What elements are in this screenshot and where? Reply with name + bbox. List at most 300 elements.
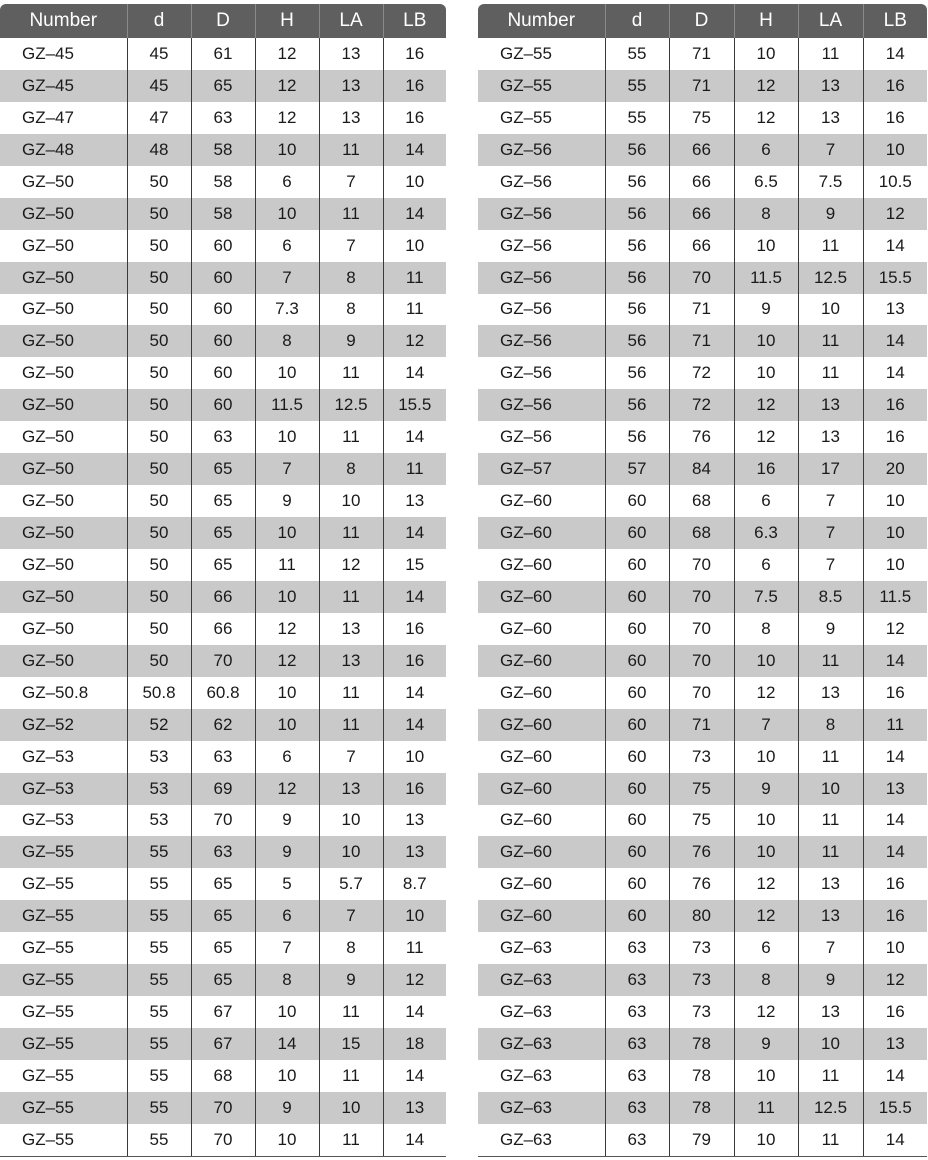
cell-d: 56 <box>605 198 669 230</box>
cell-number: GZ–50 <box>0 581 127 613</box>
cell-la: 7 <box>798 549 863 581</box>
cell-d: 55 <box>127 964 191 996</box>
cell-la: 9 <box>798 613 863 645</box>
cell-h: 12 <box>255 70 319 102</box>
cell-d-outer: 70 <box>191 805 255 837</box>
cell-la: 13 <box>798 996 863 1028</box>
cell-d-outer: 78 <box>669 1060 734 1092</box>
table-row <box>478 932 927 964</box>
table-row <box>478 677 927 709</box>
cell-lb: 10 <box>383 166 446 198</box>
cell-number: GZ–45 <box>0 38 127 70</box>
table-row <box>478 1092 927 1124</box>
cell-h: 9 <box>255 836 319 868</box>
cell-d-outer: 71 <box>669 294 734 326</box>
cell-lb: 14 <box>383 198 446 230</box>
cell-d-outer: 60 <box>191 294 255 326</box>
cell-d-outer: 68 <box>191 1060 255 1092</box>
cell-d: 60 <box>605 836 669 868</box>
cell-h: 12 <box>734 421 798 453</box>
cell-d: 55 <box>127 900 191 932</box>
table-row <box>0 1060 446 1092</box>
table-row <box>0 1092 446 1124</box>
table-row <box>478 1060 927 1092</box>
cell-number: GZ–60 <box>478 805 605 837</box>
cell-la: 10 <box>798 294 863 326</box>
cell-d-outer: 72 <box>669 357 734 389</box>
table-row <box>478 900 927 932</box>
cell-d: 63 <box>605 1092 669 1124</box>
table-row <box>478 805 927 837</box>
cell-h: 12 <box>734 102 798 134</box>
cell-la: 11 <box>319 996 383 1028</box>
cell-d-outer: 65 <box>191 485 255 517</box>
cell-h: 7 <box>255 453 319 485</box>
cell-number: GZ–55 <box>0 964 127 996</box>
cell-lb: 12 <box>863 613 927 645</box>
cell-d-outer: 66 <box>669 230 734 262</box>
cell-number: GZ–50 <box>0 198 127 230</box>
cell-number: GZ–55 <box>0 1124 127 1156</box>
cell-h: 10 <box>255 581 319 613</box>
cell-h: 8 <box>255 325 319 357</box>
cell-lb: 10.5 <box>863 166 927 198</box>
cell-d: 60 <box>605 581 669 613</box>
cell-d: 50 <box>127 581 191 613</box>
table-row <box>0 453 446 485</box>
cell-d: 56 <box>605 166 669 198</box>
table-row <box>0 581 446 613</box>
cell-d: 60 <box>605 549 669 581</box>
column-header-lb: LB <box>863 4 927 38</box>
cell-d: 55 <box>127 996 191 1028</box>
cell-h: 6.5 <box>734 166 798 198</box>
cell-d: 60 <box>605 645 669 677</box>
cell-number: GZ–56 <box>478 294 605 326</box>
cell-number: GZ–50 <box>0 357 127 389</box>
cell-d: 55 <box>605 70 669 102</box>
cell-la: 10 <box>319 1092 383 1124</box>
cell-la: 13 <box>798 677 863 709</box>
cell-d: 50 <box>127 325 191 357</box>
table-row <box>478 517 927 549</box>
cell-h: 10 <box>255 1060 319 1092</box>
cell-h: 6 <box>734 134 798 166</box>
cell-la: 9 <box>798 198 863 230</box>
cell-h: 12 <box>255 38 319 70</box>
table-row <box>478 581 927 613</box>
cell-la: 8 <box>798 709 863 741</box>
cell-d-outer: 71 <box>669 325 734 357</box>
table-row <box>478 325 927 357</box>
cell-d-outer: 76 <box>669 836 734 868</box>
cell-number: GZ–60 <box>478 677 605 709</box>
cell-d: 60 <box>605 741 669 773</box>
cell-lb: 14 <box>863 38 927 70</box>
cell-lb: 13 <box>383 805 446 837</box>
cell-d-outer: 65 <box>191 900 255 932</box>
cell-la: 11 <box>319 357 383 389</box>
cell-la: 8 <box>319 453 383 485</box>
cell-d: 53 <box>127 741 191 773</box>
cell-h: 12 <box>255 102 319 134</box>
cell-number: GZ–45 <box>0 70 127 102</box>
table-row <box>0 677 446 709</box>
cell-h: 7.5 <box>734 581 798 613</box>
cell-lb: 14 <box>383 677 446 709</box>
cell-d: 60 <box>605 517 669 549</box>
cell-d-outer: 73 <box>669 996 734 1028</box>
cell-number: GZ–60 <box>478 741 605 773</box>
cell-d-outer: 69 <box>191 773 255 805</box>
table-row <box>478 996 927 1028</box>
cell-lb: 16 <box>383 70 446 102</box>
cell-number: GZ–50 <box>0 517 127 549</box>
cell-la: 11 <box>319 1060 383 1092</box>
cell-number: GZ–53 <box>0 741 127 773</box>
cell-d-outer: 70 <box>191 1092 255 1124</box>
cell-h: 11 <box>734 1092 798 1124</box>
table-row <box>478 1124 927 1156</box>
cell-lb: 14 <box>863 741 927 773</box>
cell-lb: 10 <box>863 485 927 517</box>
cell-d: 50.8 <box>127 677 191 709</box>
cell-la: 15 <box>319 1028 383 1060</box>
cell-la: 13 <box>798 70 863 102</box>
cell-lb: 12 <box>383 325 446 357</box>
cell-la: 13 <box>319 773 383 805</box>
cell-lb: 13 <box>863 1028 927 1060</box>
column-header-d-outer: D <box>191 4 255 38</box>
cell-number: GZ–60 <box>478 549 605 581</box>
cell-d-outer: 67 <box>191 996 255 1028</box>
cell-la: 13 <box>798 389 863 421</box>
cell-d: 55 <box>127 1092 191 1124</box>
cell-number: GZ–50 <box>0 294 127 326</box>
cell-la: 7 <box>798 134 863 166</box>
cell-lb: 10 <box>863 134 927 166</box>
cell-h: 12 <box>734 900 798 932</box>
table-row <box>478 549 927 581</box>
cell-h: 11 <box>255 549 319 581</box>
cell-d-outer: 66 <box>669 198 734 230</box>
cell-la: 17 <box>798 453 863 485</box>
table-row <box>478 485 927 517</box>
cell-number: GZ–63 <box>478 932 605 964</box>
cell-d: 50 <box>127 357 191 389</box>
cell-d-outer: 78 <box>669 1028 734 1060</box>
cell-lb: 10 <box>863 549 927 581</box>
cell-d: 53 <box>127 805 191 837</box>
cell-d: 45 <box>127 70 191 102</box>
cell-h: 10 <box>255 996 319 1028</box>
cell-number: GZ–63 <box>478 1092 605 1124</box>
cell-number: GZ–48 <box>0 134 127 166</box>
table-row <box>0 262 446 294</box>
cell-d-outer: 76 <box>669 868 734 900</box>
cell-lb: 14 <box>863 1124 927 1156</box>
cell-h: 9 <box>734 1028 798 1060</box>
cell-number: GZ–60 <box>478 900 605 932</box>
cell-h: 7 <box>734 709 798 741</box>
cell-d-outer: 65 <box>191 964 255 996</box>
cell-lb: 18 <box>383 1028 446 1060</box>
table-row <box>478 294 927 326</box>
cell-d-outer: 78 <box>669 1092 734 1124</box>
cell-la: 11 <box>319 198 383 230</box>
cell-h: 10 <box>255 517 319 549</box>
cell-h: 12 <box>255 613 319 645</box>
table-row <box>0 357 446 389</box>
spec-table-right <box>478 4 927 1157</box>
table-row <box>0 1028 446 1060</box>
cell-h: 12 <box>734 389 798 421</box>
cell-la: 11 <box>798 325 863 357</box>
cell-d: 55 <box>605 102 669 134</box>
cell-lb: 13 <box>383 1092 446 1124</box>
cell-la: 13 <box>319 70 383 102</box>
cell-h: 10 <box>734 1124 798 1156</box>
table-row <box>0 1124 446 1156</box>
cell-d-outer: 70 <box>669 549 734 581</box>
cell-h: 11.5 <box>734 262 798 294</box>
cell-h: 11.5 <box>255 389 319 421</box>
table-row <box>478 645 927 677</box>
cell-la: 7 <box>319 166 383 198</box>
table-row <box>0 517 446 549</box>
cell-d: 60 <box>605 677 669 709</box>
cell-d: 55 <box>605 38 669 70</box>
table-row <box>478 198 927 230</box>
cell-lb: 16 <box>863 996 927 1028</box>
cell-h: 6 <box>734 485 798 517</box>
cell-h: 14 <box>255 1028 319 1060</box>
cell-h: 10 <box>255 1124 319 1156</box>
table-row <box>478 389 927 421</box>
cell-la: 10 <box>319 836 383 868</box>
cell-la: 11 <box>319 709 383 741</box>
cell-h: 10 <box>734 836 798 868</box>
cell-la: 11 <box>798 805 863 837</box>
cell-h: 6 <box>255 741 319 773</box>
cell-d: 50 <box>127 549 191 581</box>
column-header-h: H <box>734 4 798 38</box>
cell-lb: 16 <box>383 102 446 134</box>
cell-d-outer: 70 <box>669 677 734 709</box>
cell-d-outer: 66 <box>191 613 255 645</box>
cell-lb: 16 <box>863 868 927 900</box>
cell-la: 13 <box>319 38 383 70</box>
cell-number: GZ–55 <box>0 900 127 932</box>
cell-d-outer: 66 <box>669 134 734 166</box>
table-row <box>0 709 446 741</box>
cell-d-outer: 70 <box>669 262 734 294</box>
cell-d: 56 <box>605 294 669 326</box>
column-header-number: Number <box>478 4 605 38</box>
cell-d: 63 <box>605 1028 669 1060</box>
table-row <box>478 230 927 262</box>
cell-d: 48 <box>127 134 191 166</box>
cell-d-outer: 63 <box>191 836 255 868</box>
cell-number: GZ–56 <box>478 198 605 230</box>
cell-h: 10 <box>255 709 319 741</box>
cell-lb: 10 <box>863 517 927 549</box>
cell-d: 56 <box>605 230 669 262</box>
table-row <box>0 645 446 677</box>
table-row <box>478 836 927 868</box>
cell-h: 6 <box>255 166 319 198</box>
cell-d: 45 <box>127 38 191 70</box>
cell-d-outer: 65 <box>191 932 255 964</box>
cell-number: GZ–47 <box>0 102 127 134</box>
cell-lb: 13 <box>383 836 446 868</box>
cell-d: 55 <box>127 932 191 964</box>
cell-h: 10 <box>255 134 319 166</box>
cell-d-outer: 65 <box>191 70 255 102</box>
cell-d-outer: 72 <box>669 389 734 421</box>
cell-d-outer: 63 <box>191 102 255 134</box>
table-row <box>478 70 927 102</box>
cell-d: 56 <box>605 357 669 389</box>
cell-h: 10 <box>734 741 798 773</box>
cell-d-outer: 68 <box>669 485 734 517</box>
table-row <box>0 773 446 805</box>
cell-d-outer: 71 <box>669 38 734 70</box>
cell-lb: 13 <box>863 294 927 326</box>
cell-la: 11 <box>319 421 383 453</box>
column-header-number: Number <box>0 4 127 38</box>
cell-number: GZ–55 <box>478 38 605 70</box>
cell-d: 56 <box>605 421 669 453</box>
cell-number: GZ–60 <box>478 645 605 677</box>
cell-h: 12 <box>255 773 319 805</box>
cell-lb: 14 <box>383 134 446 166</box>
cell-d: 50 <box>127 389 191 421</box>
spec-table-left <box>0 4 446 1157</box>
cell-number: GZ–50 <box>0 230 127 262</box>
cell-lb: 14 <box>863 357 927 389</box>
cell-h: 16 <box>734 453 798 485</box>
cell-number: GZ–63 <box>478 1124 605 1156</box>
cell-number: GZ–55 <box>0 1028 127 1060</box>
cell-lb: 10 <box>383 900 446 932</box>
cell-h: 6 <box>734 549 798 581</box>
cell-la: 7 <box>798 485 863 517</box>
cell-h: 10 <box>734 645 798 677</box>
table-row <box>0 325 446 357</box>
cell-lb: 15.5 <box>383 389 446 421</box>
cell-la: 11 <box>798 645 863 677</box>
cell-h: 8 <box>255 964 319 996</box>
cell-la: 13 <box>319 645 383 677</box>
cell-lb: 12 <box>863 198 927 230</box>
cell-d-outer: 63 <box>191 421 255 453</box>
cell-lb: 14 <box>863 645 927 677</box>
cell-la: 13 <box>319 102 383 134</box>
table-row <box>0 868 446 900</box>
cell-d-outer: 73 <box>669 932 734 964</box>
column-header-d: d <box>605 4 669 38</box>
cell-number: GZ–56 <box>478 357 605 389</box>
cell-lb: 14 <box>383 357 446 389</box>
table-row <box>0 38 446 70</box>
cell-lb: 14 <box>863 230 927 262</box>
cell-d-outer: 60 <box>191 325 255 357</box>
cell-la: 12.5 <box>319 389 383 421</box>
cell-h: 10 <box>734 230 798 262</box>
cell-number: GZ–55 <box>0 996 127 1028</box>
cell-h: 12 <box>255 645 319 677</box>
table-row <box>0 230 446 262</box>
cell-lb: 8.7 <box>383 868 446 900</box>
table-row <box>478 262 927 294</box>
table-row <box>0 166 446 198</box>
cell-h: 9 <box>734 773 798 805</box>
cell-d: 56 <box>605 262 669 294</box>
cell-d: 56 <box>605 325 669 357</box>
cell-d: 47 <box>127 102 191 134</box>
cell-la: 11 <box>798 357 863 389</box>
cell-number: GZ–50 <box>0 613 127 645</box>
table-header-row <box>478 4 927 38</box>
cell-d-outer: 68 <box>669 517 734 549</box>
cell-number: GZ–56 <box>478 166 605 198</box>
cell-number: GZ–53 <box>0 773 127 805</box>
cell-lb: 14 <box>383 1124 446 1156</box>
cell-number: GZ–50 <box>0 421 127 453</box>
column-header-la: LA <box>319 4 383 38</box>
table-row <box>478 166 927 198</box>
cell-number: GZ–50 <box>0 645 127 677</box>
cell-d: 57 <box>605 453 669 485</box>
column-header-h: H <box>255 4 319 38</box>
cell-lb: 16 <box>863 900 927 932</box>
cell-d: 60 <box>605 868 669 900</box>
cell-h: 10 <box>734 805 798 837</box>
cell-d: 50 <box>127 453 191 485</box>
cell-d: 56 <box>605 134 669 166</box>
cell-h: 8 <box>734 613 798 645</box>
cell-d: 50 <box>127 485 191 517</box>
cell-d: 60 <box>605 613 669 645</box>
table-row <box>0 102 446 134</box>
column-header-d: d <box>127 4 191 38</box>
cell-la: 7 <box>798 932 863 964</box>
cell-la: 8.5 <box>798 581 863 613</box>
cell-la: 13 <box>798 421 863 453</box>
cell-d: 55 <box>127 1124 191 1156</box>
cell-d-outer: 75 <box>669 805 734 837</box>
cell-lb: 16 <box>863 70 927 102</box>
cell-h: 6 <box>734 932 798 964</box>
cell-la: 13 <box>798 868 863 900</box>
cell-number: GZ–52 <box>0 709 127 741</box>
cell-la: 13 <box>798 900 863 932</box>
cell-lb: 14 <box>863 1060 927 1092</box>
cell-lb: 11 <box>383 262 446 294</box>
table-row <box>0 70 446 102</box>
cell-number: GZ–63 <box>478 1060 605 1092</box>
cell-h: 7.3 <box>255 294 319 326</box>
cell-d: 50 <box>127 517 191 549</box>
table-row <box>0 294 446 326</box>
table-row <box>478 773 927 805</box>
cell-number: GZ–60 <box>478 613 605 645</box>
cell-la: 9 <box>319 325 383 357</box>
cell-number: GZ–50 <box>0 485 127 517</box>
cell-d: 55 <box>127 868 191 900</box>
cell-d-outer: 67 <box>191 1028 255 1060</box>
